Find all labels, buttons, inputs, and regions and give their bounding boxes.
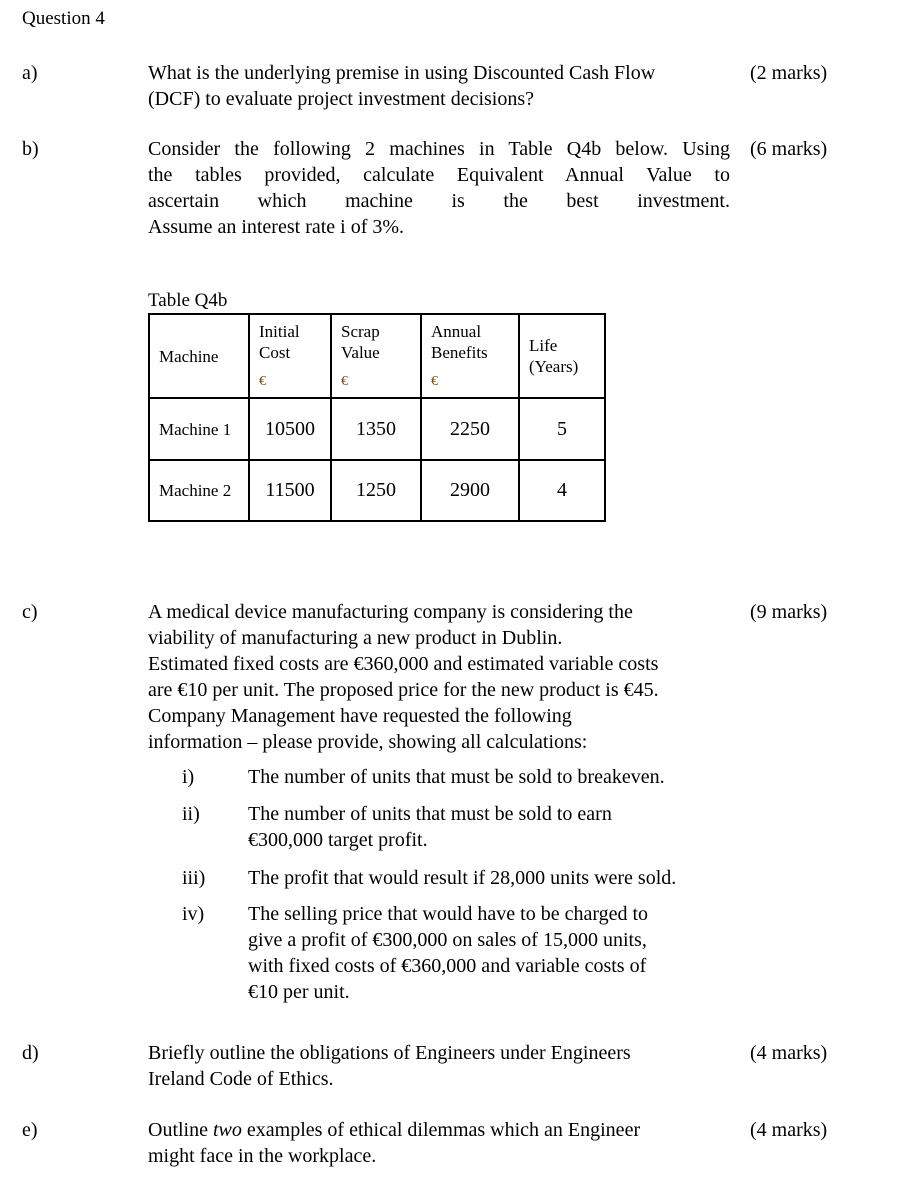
part-c-text: A medical device manufacturing company is considering the <box>148 601 633 623</box>
item-number: iii) <box>182 867 206 889</box>
item-text: €300,000 target profit. <box>248 829 428 851</box>
part-e-text: might face in the workplace. <box>148 1145 377 1167</box>
part-b-label: b) <box>22 138 39 160</box>
part-d-text: Briefly outline the obligations of Engineers under Engineers <box>148 1042 631 1064</box>
part-c-label: c) <box>22 601 38 623</box>
table-cell: 2250 <box>421 398 519 460</box>
part-e-label: e) <box>22 1119 38 1141</box>
item-number: ii) <box>182 803 200 825</box>
item-text: The number of units that must be sold to breakeven. <box>248 766 665 788</box>
part-c-text: viability of manufacturing a new product in Dublin. <box>148 627 563 649</box>
table-cell: Machine 2 <box>149 460 249 521</box>
part-e-marks: (4 marks) <box>750 1119 828 1141</box>
part-c-text: Company Management have requested the following <box>148 705 572 727</box>
header-cell: Annual Benefits € <box>421 314 519 398</box>
item-text: €10 per unit. <box>248 981 350 1003</box>
table-caption: Table Q4b <box>148 290 228 311</box>
part-d-marks: (4 marks) <box>750 1042 828 1064</box>
part-a-marks: (2 marks) <box>750 62 828 84</box>
table-cell: Machine 1 <box>149 398 249 460</box>
part-b-text: the tables provided, calculate Equivalent Annual Value to <box>148 164 730 186</box>
header-cell: Life (Years) <box>519 314 605 398</box>
part-c-text: are €10 per unit. The proposed price for the new product is €45. <box>148 679 659 701</box>
part-b-text: ascertain which machine is the best investment. <box>148 190 730 212</box>
part-e-text: Outline two examples of ethical dilemmas which an Engineer <box>148 1119 641 1141</box>
header-cell: Initial Cost € <box>249 314 331 398</box>
part-b-marks: (6 marks) <box>750 138 828 160</box>
part-b-text: Consider the following 2 machines in Table Q4b below. Using <box>148 138 730 160</box>
table-cell: 4 <box>519 460 605 521</box>
table-cell: 1350 <box>331 398 421 460</box>
table-row <box>149 398 605 460</box>
part-c-text: Estimated fixed costs are €360,000 and estimated variable costs <box>148 653 659 675</box>
item-text: The number of units that must be sold to earn <box>248 803 612 825</box>
item-number: iv) <box>182 903 205 925</box>
machine-table <box>148 313 606 522</box>
part-a-label: a) <box>22 62 38 84</box>
part-c-marks: (9 marks) <box>750 601 828 623</box>
table-cell: 2900 <box>421 460 519 521</box>
question-title: Question 4 <box>22 8 105 29</box>
item-number: i) <box>182 766 195 788</box>
part-c-text: information – please provide, showing all calculations: <box>148 731 588 753</box>
header-cell: Machine <box>149 314 249 398</box>
part-d-text: Ireland Code of Ethics. <box>148 1068 334 1090</box>
table-cell: 5 <box>519 398 605 460</box>
part-b-text: Assume an interest rate i of 3%. <box>148 216 405 238</box>
header-cell: Scrap Value € <box>331 314 421 398</box>
table-cell: 1250 <box>331 460 421 521</box>
item-text: with fixed costs of €360,000 and variable costs of <box>248 955 647 977</box>
item-text: The selling price that would have to be charged to <box>248 903 649 925</box>
table-cell: 10500 <box>249 398 331 460</box>
item-text: The profit that would result if 28,000 units were sold. <box>248 867 677 889</box>
part-a-text: What is the underlying premise in using Discounted Cash Flow <box>148 62 656 84</box>
item-text: give a profit of €300,000 on sales of 15,000 units, <box>248 929 647 951</box>
table-header-row <box>149 314 605 398</box>
part-d-label: d) <box>22 1042 39 1064</box>
table-row <box>149 460 605 521</box>
table-cell: 11500 <box>249 460 331 521</box>
part-a-text: (DCF) to evaluate project investment decisions? <box>148 88 535 110</box>
